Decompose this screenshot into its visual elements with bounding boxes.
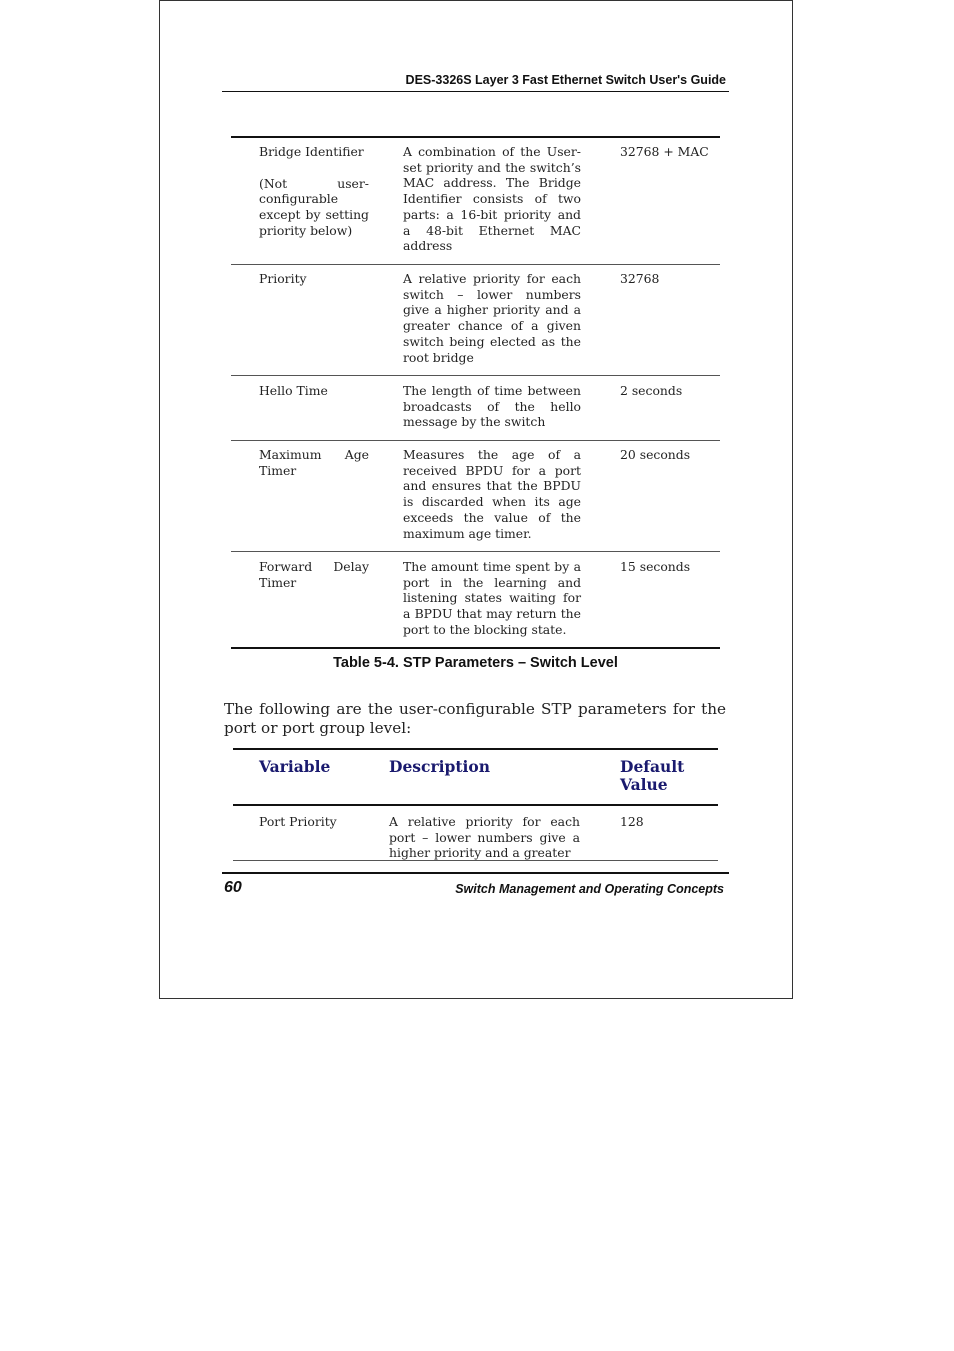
footer-section-title: Switch Management and Operating Concepts	[455, 882, 724, 896]
variable-cell: Maximum Age Timer	[259, 447, 369, 478]
table-top-rule	[231, 136, 720, 138]
page-number: 60	[224, 879, 242, 896]
default-cell: 20 seconds	[620, 447, 691, 462]
variable-cell	[259, 144, 369, 239]
description-cell: The amount time spent by a port in the learning and listening states waiting for a BPDU that may return the port to the blocking state.	[403, 559, 581, 637]
row-divider	[231, 375, 720, 376]
table-top-rule	[233, 748, 718, 750]
header-variable: Variable	[259, 757, 331, 776]
row-divider	[231, 551, 720, 552]
default-cell: 128	[620, 814, 644, 829]
table-caption: Table 5-4. STP Parameters – Switch Level	[333, 655, 618, 671]
table-row	[233, 808, 718, 860]
header-rule	[222, 91, 729, 92]
default-cell: 32768	[620, 271, 660, 286]
variable-note: (Not user-configurable except by setting priority below)	[259, 175, 369, 238]
description-cell: Measures the age of a received BPDU for a port and ensures that the BPDU is discarded when its age exceeds the value of the maximum age timer.	[403, 447, 581, 541]
footer-rule	[222, 872, 729, 874]
default-cell: 15 seconds	[620, 559, 691, 574]
intro-paragraph: The following are the user-configurable STP parameters for the port or port group level:	[224, 700, 726, 737]
variable-name: Bridge Identifier	[259, 144, 364, 159]
row-divider	[231, 440, 720, 441]
description-cell: A combination of the User-set priority and the switch’s MAC address. The Bridge Identifier consists of two parts: a 16-bit priority and a 48-bit Ethernet MAC address	[403, 144, 581, 254]
table-bottom-rule	[231, 647, 720, 649]
variable-cell: Priority	[259, 271, 307, 286]
description-cell: The length of time between broadcasts of the hello message by the switch	[403, 383, 581, 430]
running-header: DES-3326S Layer 3 Fast Ethernet Switch User's Guide	[405, 73, 726, 87]
description-cell: A relative priority for each switch – lower numbers give a higher priority and a greater chance of a given switch being elected as the root bridge	[403, 271, 581, 365]
description-cell: A relative priority for each port – lower numbers give a higher priority and a greater	[389, 814, 580, 860]
variable-cell: Port Priority	[259, 814, 337, 829]
row-divider	[233, 860, 718, 861]
default-cell: 32768 + MAC	[620, 144, 709, 159]
variable-cell: Hello Time	[259, 383, 328, 398]
row-divider	[231, 264, 720, 265]
header-description: Description	[389, 757, 491, 776]
header-rule	[233, 804, 718, 806]
variable-cell: Forward Delay Timer	[259, 559, 369, 590]
header-default-value: Default Value	[620, 757, 685, 794]
default-cell: 2 seconds	[620, 383, 683, 398]
